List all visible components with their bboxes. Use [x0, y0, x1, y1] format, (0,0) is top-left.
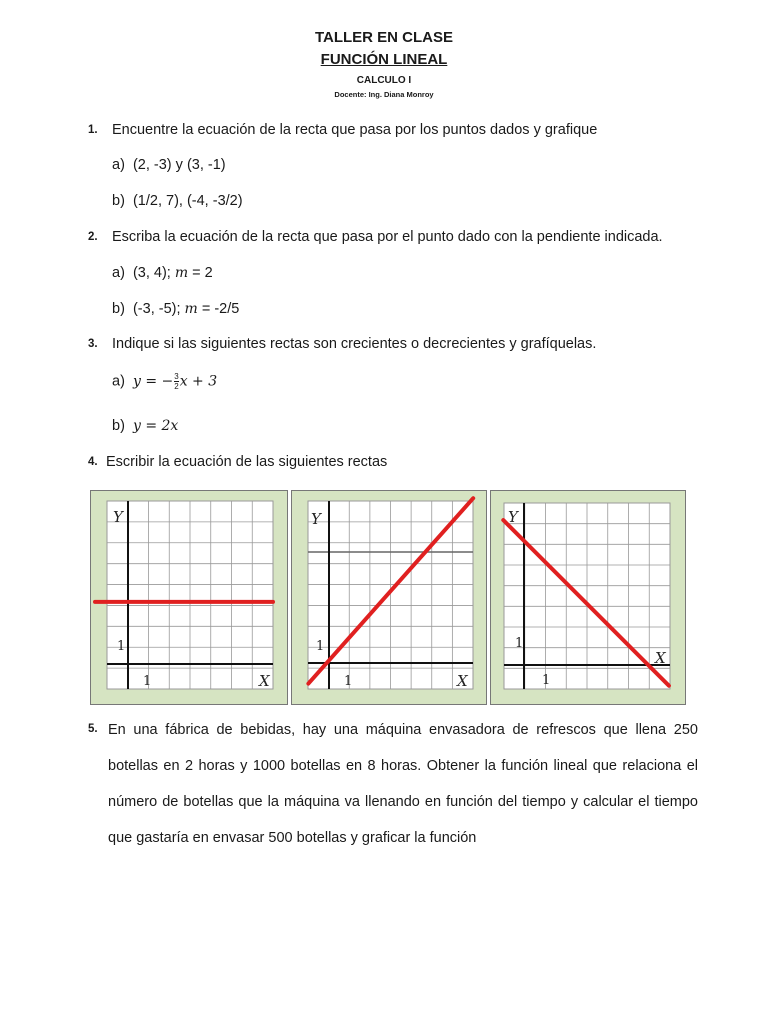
fraction-numerator: 3 — [174, 372, 179, 381]
equation-rhs: x + 3 — [179, 373, 218, 390]
question-1b — [112, 193, 243, 209]
slope-symbol: m — [174, 265, 189, 281]
question-2-number: 2. — [88, 231, 98, 243]
x-tick-label: 1 — [344, 674, 353, 689]
equation-lhs: y = − — [132, 373, 174, 390]
worksheet-subtitle: FUNCIÓN LINEAL — [320, 51, 448, 68]
y-axis-label: Y — [311, 510, 321, 528]
item-text: (1/2, 7), (-4, -3/2) — [132, 193, 243, 209]
grid — [107, 501, 273, 689]
y-tick-label: 1 — [316, 639, 325, 654]
graph-panel-1 — [90, 490, 288, 705]
worksheet-title: TALLER EN CLASE — [314, 29, 454, 46]
question-4-number: 4. — [88, 456, 98, 468]
course-name: CALCULO I — [356, 75, 412, 86]
x-tick-label: 1 — [143, 674, 152, 689]
y-axis-label: Y — [508, 508, 518, 526]
x-tick-label: 1 — [542, 673, 551, 688]
question-4-text: Escribir la ecuación de las siguientes rectas — [106, 454, 388, 470]
fraction-denominator: 2 — [174, 382, 179, 391]
graph-1 — [91, 491, 289, 706]
item-text: (2, -3) y (3, -1) — [132, 157, 226, 173]
graph-2 — [292, 491, 488, 706]
question-5-text: En una fábrica de bebidas, hay una máquina envasadora de refrescos que llena 250 botellas en 2 horas y 1000 botellas en 8 horas. Obtener la función lineal que relaciona el número de botellas que la máquina va llenando en función del tiempo y calcular el tiempo que gastaría en envasar 500 botellas y graficar la función — [108, 722, 698, 846]
slope-value: = 2 — [188, 265, 213, 281]
question-2a — [112, 265, 213, 281]
x-axis-label: X — [457, 672, 468, 690]
graph-panel-2 — [291, 490, 487, 705]
fraction — [174, 372, 178, 391]
x-axis-label: X — [259, 672, 270, 690]
item-label: a) — [112, 157, 125, 173]
y-tick-label: 1 — [117, 639, 126, 654]
question-3b — [112, 418, 178, 434]
teacher-name: Docente: Ing. Diana Monroy — [334, 90, 434, 99]
item-label: b) — [112, 301, 125, 317]
item-text: (3, 4); — [132, 265, 175, 281]
question-1-text: Encuentre la ecuación de la recta que pasa por los puntos dados y grafique — [112, 122, 598, 138]
question-3-text: Indique si las siguientes rectas son crecientes o decrecientes y grafíquelas. — [112, 336, 597, 352]
equation: y = 2x — [132, 418, 179, 434]
item-label: a) — [112, 373, 125, 390]
graph-panel-3 — [490, 490, 686, 705]
item-label: b) — [112, 193, 125, 209]
item-label: b) — [112, 418, 125, 434]
slope-value: = -2/5 — [197, 301, 240, 317]
question-2b — [112, 301, 239, 317]
item-label: a) — [112, 265, 125, 281]
y-axis-label: Y — [113, 508, 123, 526]
x-axis-label: X — [655, 649, 666, 667]
question-3-number: 3. — [88, 338, 98, 350]
item-text: (-3, -5); — [132, 301, 185, 317]
question-1-number: 1. — [88, 124, 98, 136]
slope-symbol: m — [184, 301, 198, 317]
question-2-text: Escriba la ecuación de la recta que pasa por el punto dado con la pendiente indicada. — [112, 229, 663, 245]
question-5-number: 5. — [88, 723, 98, 735]
graph-3 — [491, 491, 687, 706]
question-1a — [112, 157, 226, 173]
y-tick-label: 1 — [515, 636, 524, 651]
question-3a — [112, 372, 217, 391]
